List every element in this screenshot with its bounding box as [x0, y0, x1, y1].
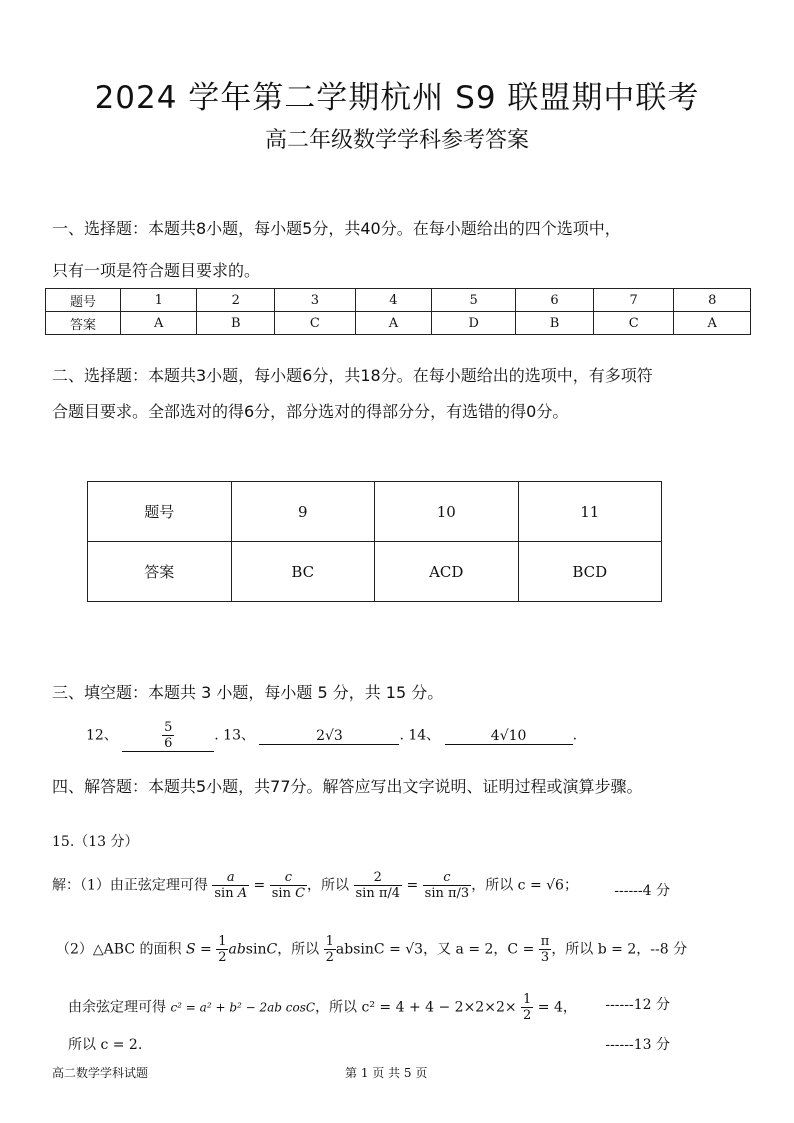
table-cell: 7 — [593, 289, 674, 312]
formula-fraction: $\frac{\pi}{3}$ — [540, 934, 550, 965]
formula-fraction: $\frac{a}{\text{sin A}}$ — [214, 870, 248, 901]
solution-line-3 — [68, 992, 577, 1023]
section1-table — [45, 288, 751, 335]
text: 解：（1）由正弦定理可得 — [52, 877, 208, 894]
table-cell: 10 — [375, 482, 519, 542]
footer-left: 高二数学学科试题 — [52, 1066, 149, 1080]
table-header-cell: 题号 — [88, 482, 232, 542]
q13-answer: 2√3 — [259, 728, 399, 745]
q14-label: . 14、 — [399, 727, 441, 744]
line-end: . — [572, 727, 578, 744]
table-cell: 6 — [516, 289, 594, 312]
table-cell: 3 — [275, 289, 356, 312]
table-cell: D — [432, 312, 516, 335]
table-cell: A — [674, 312, 751, 335]
page-title: 2024 学年第二学期杭州 S9 联盟期中联考 — [94, 80, 700, 116]
text: （2）△ABC 的面积 — [56, 941, 182, 958]
formula-fraction: $\frac{c}{\text{sin C}}$ — [271, 870, 306, 901]
fill-in-answers — [86, 720, 577, 752]
formula-fraction: $\frac{c}{\text{sin π/3}}$ — [424, 870, 470, 901]
q12-blank — [122, 720, 214, 752]
section3-heading: 三、填空题：本题共 3 小题，每小题 5 分，共 15 分。 — [52, 683, 444, 702]
section4-heading: 四、解答题：本题共5小题，共77分。解答应写出文字说明、证明过程或演算步骤。 — [52, 777, 643, 796]
text: ，所以 c² = 4 + 4 − 2×2×2× — [315, 999, 517, 1016]
result: c = √6； — [517, 877, 578, 894]
q13-label: . 13、 — [214, 727, 255, 744]
q12-denominator: 6 — [164, 736, 173, 751]
table-cell: 2 — [197, 289, 275, 312]
text: ，所以 — [471, 877, 514, 894]
table-cell: 8 — [674, 289, 751, 312]
text: absinC = √3，又 a = 2，C = — [335, 941, 535, 958]
table-row — [46, 289, 751, 312]
table-row — [88, 482, 662, 542]
q14-answer: 4√10 — [445, 728, 573, 745]
table-row — [88, 542, 662, 602]
text: ，所以 — [307, 877, 350, 894]
table-cell: BC — [231, 542, 375, 602]
section2-line2: 合题目要求。全部选对的得6分，部分选对的得部分分，有选错的得0分。 — [52, 402, 569, 421]
table-row — [46, 312, 751, 335]
table-cell: C — [593, 312, 674, 335]
q15-title: 15.（13 分） — [52, 834, 139, 850]
section1-line1: 一、选择题：本题共8小题，每小题5分，共40分。在每小题给出的四个选项中， — [52, 219, 621, 238]
q12-fraction — [162, 720, 174, 751]
solution-line-2: （2）△ABC 的面积 S = $\frac{1}{2}$ absinC，所以 $\frac{1}{2}$ absinC = √3，又 a = 2，C = $\frac{\pi}{3}$ ，所以 b = 2，--8 分 — [56, 934, 688, 965]
table-header-cell: 答案 — [46, 312, 121, 335]
table-cell: 11 — [518, 482, 662, 542]
table-cell: B — [516, 312, 594, 335]
score-marker: ------13 分 — [605, 1037, 670, 1053]
formula-fraction: $\frac{1}{2}$ — [523, 992, 532, 1023]
table-cell: A — [121, 312, 197, 335]
footer-page-number: 第 1 页 共 5 页 — [345, 1066, 428, 1080]
page-subtitle: 高二年级数学学科参考答案 — [264, 128, 529, 153]
score-marker: ------4 分 — [614, 883, 670, 899]
text: ，所以 — [277, 941, 320, 958]
text: 由余弦定理可得 — [68, 999, 166, 1016]
formula: c² = a² + b² − 2ab cosC — [170, 1000, 316, 1015]
formula-fraction: $\frac{2}{\text{sin π/4}}$ — [355, 870, 401, 901]
table-header-cell: 题号 — [46, 289, 121, 312]
section2-line1: 二、选择题：本题共3小题，每小题6分，共18分。在每小题给出的选项中，有多项符 — [52, 366, 653, 385]
q12-label: 12、 — [86, 727, 118, 744]
table-cell: ACD — [375, 542, 519, 602]
solution-line-1: 解：（1）由正弦定理可得 $\frac{a}{\text{sin A}}$ = $\frac{c}{\text{sin C}}$ ，所以 $\frac{2}{\text{sin π/4}}$ = $\frac{c}{\text{sin π/3}}$ ，所以 c = √6； — [52, 870, 578, 901]
table-cell: 1 — [121, 289, 197, 312]
table-cell: 5 — [432, 289, 516, 312]
formula-fraction: $\frac{1}{2}$ — [218, 934, 227, 965]
solution-line-4: 所以 c = 2. — [68, 1037, 143, 1053]
section2-table — [87, 481, 662, 602]
table-header-cell: 答案 — [88, 542, 232, 602]
q12-numerator: 5 — [164, 720, 173, 735]
text: = 4， — [537, 999, 577, 1016]
table-cell: 9 — [231, 482, 375, 542]
formula-fraction: $\frac{1}{2}$ — [325, 934, 334, 965]
section1-line2: 只有一项是符合题目要求的。 — [52, 261, 261, 280]
table-cell: B — [197, 312, 275, 335]
table-cell: C — [275, 312, 356, 335]
table-cell: 4 — [355, 289, 431, 312]
table-cell: A — [355, 312, 431, 335]
text: ，所以 b = 2，--8 分 — [551, 941, 688, 958]
table-cell: BCD — [518, 542, 662, 602]
score-marker: ------12 分 — [605, 997, 670, 1013]
